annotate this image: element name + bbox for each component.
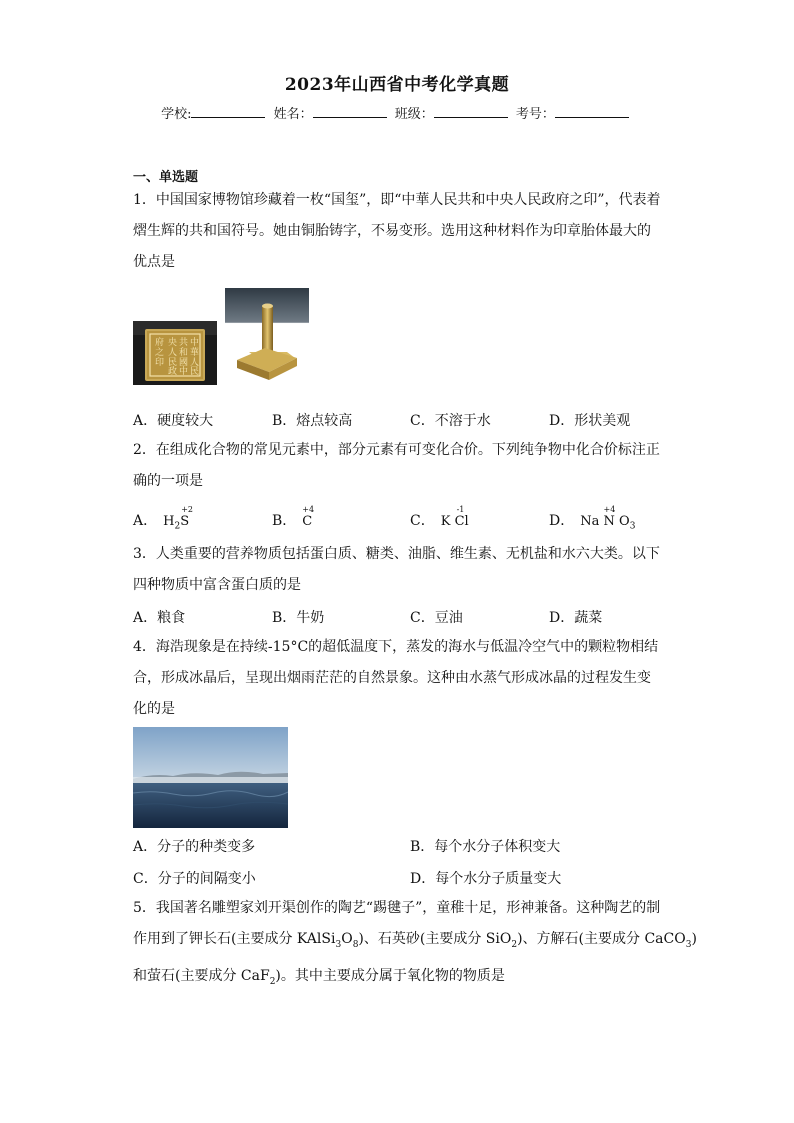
class-blank[interactable] <box>434 105 508 118</box>
q3-option-a[interactable]: A．粮食 <box>133 610 186 626</box>
formula-kcl: K -1 Cl <box>440 505 469 529</box>
svg-text:共: 共 <box>179 338 189 348</box>
svg-text:中: 中 <box>190 338 200 348</box>
section-heading: 一、单选题 <box>133 170 199 185</box>
formula-c: +4 C <box>302 505 315 529</box>
q2-option-a[interactable]: A． $H_2$ +2 S <box>133 505 193 532</box>
question-2-options <box>133 505 693 534</box>
svg-text:民: 民 <box>168 358 178 368</box>
number-blank[interactable] <box>555 105 629 118</box>
q2-option-b[interactable]: B． +4 C <box>272 505 315 529</box>
svg-text:之: 之 <box>155 348 165 358</box>
q4-option-c[interactable]: C．分子的间隔变小 <box>133 871 256 887</box>
q5-line-1: 5．我国著名雕塑家刘开渠创作的陶艺“踢毽子”，童稚十足，形神兼备。这种陶艺的制 <box>133 900 661 916</box>
svg-text:人: 人 <box>168 348 178 358</box>
formula-nano3: Na +4 N $O_3$ <box>580 505 636 532</box>
question-5-text <box>133 893 697 998</box>
school-label: 学校: <box>161 107 192 122</box>
formula-h2s: $H_2$ +2 S <box>163 505 193 532</box>
q5-line-2: 作用到了钾长石(主要成分 $KAlSi_3O_8$)、石英砂(主要成分 SiO$_2$)、方解石(主要成分 CaCO$_3$) <box>133 931 697 950</box>
q3-option-c[interactable]: C．豆油 <box>410 610 463 626</box>
question-1-text: 1．中国国家博物馆珍藏着一枚“国玺”，即“中華人民共和中央人民政府之印”，代表着熠生辉的共和国符号。她由铜胎铸字，不易变形。选用这种材料作为印章胎体最大的优点是 <box>133 192 661 270</box>
q3-option-b[interactable]: B．牛奶 <box>272 610 325 626</box>
svg-text:國: 國 <box>179 358 189 368</box>
question-4-options-row-2 <box>133 868 693 892</box>
q4-option-d[interactable]: D．每个水分子质量变大 <box>410 871 562 887</box>
seal-face-image <box>133 321 217 385</box>
class-label: 班级： <box>394 107 434 122</box>
svg-text:和: 和 <box>179 348 189 358</box>
svg-text:中: 中 <box>179 367 189 377</box>
question-1-options <box>133 410 693 434</box>
page-title: 2023年山西省中考化学真题 <box>284 75 510 95</box>
q5-line-3: 和萤石(主要成分 CaF$_2$)。其中主要成分属于氧化物的物质是 <box>133 967 505 987</box>
svg-text:印: 印 <box>155 358 165 368</box>
q1-option-c[interactable]: C．不溶于水 <box>410 413 491 429</box>
question-3-text: 3．人类重要的营养物质包括蛋白质、糖类、油脂、维生素、无机盐和水六大类。以下四种物质中富含蛋白质的是 <box>133 546 660 593</box>
q2-option-c[interactable]: C． K -1 Cl <box>410 505 469 529</box>
q3-option-d[interactable]: D．蔬菜 <box>549 610 603 626</box>
sea-fog-image <box>133 727 288 828</box>
question-4-text: 4．海浩现象是在持续-15°C的超低温度下，蒸发的海水与低温冷空气中的颗粒物相结合，形成冰晶后，呈现出烟雨茫茫的自然景象。这种由水蒸气形成冰晶的过程发生变化的是 <box>133 639 659 717</box>
question-3-options <box>133 607 693 631</box>
q1-option-d[interactable]: D．形状美观 <box>549 413 631 429</box>
svg-text:央: 央 <box>168 338 178 348</box>
svg-text:人: 人 <box>190 358 200 368</box>
q4-option-b[interactable]: B．每个水分子体积变大 <box>410 839 561 855</box>
svg-text:府: 府 <box>155 338 165 348</box>
number-label: 考号： <box>515 107 555 122</box>
seal-body-image <box>225 288 309 386</box>
question-2-text: 2．在组成化合物的常见元素中，部分元素有可变化合价。下列纯争物中化合价标注正确的一项是 <box>133 442 660 489</box>
student-info-line <box>0 103 794 122</box>
name-blank[interactable] <box>313 105 387 118</box>
svg-text:政: 政 <box>168 367 178 377</box>
svg-text:民: 民 <box>190 367 200 377</box>
question-4-options-row-1 <box>133 836 693 860</box>
q1-option-b[interactable]: B．熔点较高 <box>272 413 353 429</box>
svg-text:華: 華 <box>190 348 200 358</box>
q2-option-d[interactable]: D． Na +4 N $O_3$ <box>549 505 636 532</box>
q4-option-a[interactable]: A．分子的种类变多 <box>133 839 256 855</box>
q1-option-a[interactable]: A．硬度较大 <box>133 413 214 429</box>
school-blank[interactable] <box>191 105 265 118</box>
name-label: 姓名： <box>273 107 313 122</box>
